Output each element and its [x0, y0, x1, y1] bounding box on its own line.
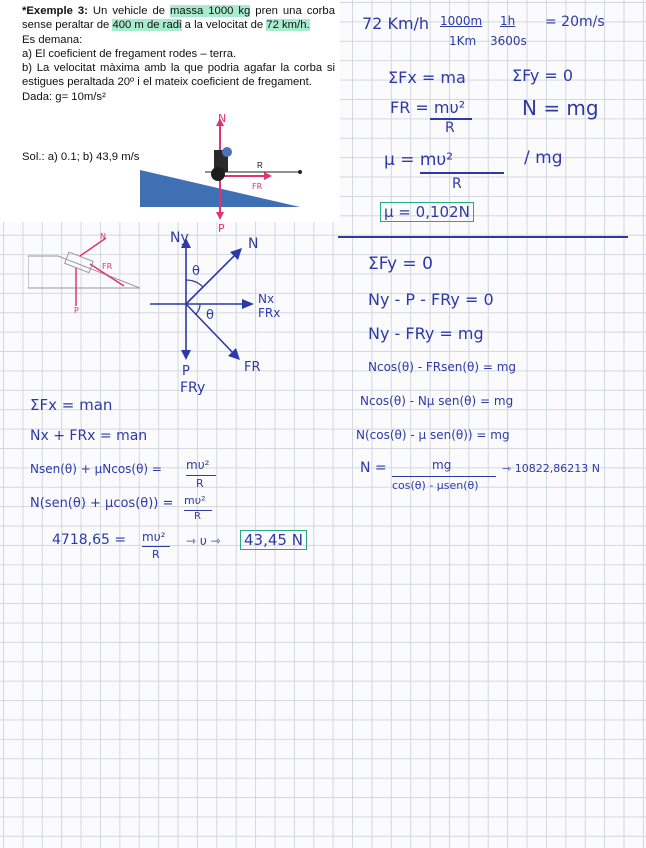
problem-text-b: pren una corba sense peraltar de [22, 5, 335, 32]
left-line-5-den: R [152, 548, 160, 561]
mu-fraction-bar [420, 172, 504, 174]
fbd-label-fry: FRy [180, 380, 206, 396]
problem-solution: Sol.: a) 0.1; b) 43,9 m/s [22, 151, 140, 163]
problem-card [0, 0, 340, 235]
right-line-5: Ncos(θ) - Nμ sen(θ) = mg [360, 394, 514, 408]
right-line-7: N = [360, 460, 387, 476]
problem-title: *Exemple 3: [22, 5, 88, 17]
conv-num1: 1000m [440, 14, 483, 28]
incline-figure [140, 112, 340, 222]
left-line-4-num: mυ² [184, 494, 206, 507]
small-incline-sketch [28, 236, 140, 316]
left-line-4-den: R [194, 511, 201, 522]
right-line-4: Ncos(θ) - FRsen(θ) = mg [368, 360, 517, 374]
fbd-theta-1: θ [192, 264, 200, 279]
problem-item-b: b) La velocitat màxima amb la que podria agafar la corba si estigues peraltada 20º i el mateix coeficient de fregament. [22, 62, 335, 89]
left-line-5-bar [142, 546, 170, 547]
driver-head [222, 147, 232, 157]
mass-highlight: massa 1000 kg [170, 5, 251, 17]
mu-eq-div: / mg [524, 148, 563, 168]
wheel [211, 167, 225, 181]
mu-eq-den: R [452, 176, 462, 192]
fbd-label-frx: FRx [258, 306, 281, 320]
problem-item-a: a) El coeficient de fregament rodes – terra. [22, 47, 237, 60]
problem-text [22, 4, 335, 104]
fr-eq-num: FR = mυ² [390, 98, 466, 117]
conv-result: = 20m/s [545, 14, 605, 30]
fr-eq-den: R [445, 120, 455, 136]
left-line-1: ΣFx = man [30, 396, 113, 414]
right-line-7-den: cos(θ) - μsen(θ) [392, 479, 479, 492]
sum-fx: ΣFx = ma [388, 68, 466, 87]
left-line-4: N(sen(θ) + μcos(θ)) = [30, 496, 174, 511]
fig-label-fr: FR [252, 182, 263, 191]
fig-label-p: P [218, 222, 225, 235]
right-line-3: Ny - FRy = mg [368, 324, 484, 343]
left-line-5: 4718,65 = [52, 532, 127, 548]
right-line-7-bar [392, 476, 496, 477]
left-line-3: Nsen(θ) + μNcos(θ) = [30, 462, 162, 476]
sketch-label-fr: FR [102, 262, 113, 271]
fig-label-r: R [257, 161, 263, 170]
fbd-label-p: P [182, 364, 190, 379]
fbd-label-n: N [248, 236, 259, 252]
left-line-3-den: R [196, 477, 204, 490]
problem-text-c: a la velocitat de [181, 19, 267, 32]
fbd-theta-2: θ [206, 308, 214, 323]
problem-ask: Es demana: [22, 33, 83, 46]
mu-result-box: μ = 0,102N [380, 202, 474, 222]
conv-den2: 3600s [490, 34, 527, 48]
right-line-6: N(cos(θ) - μ sen(θ)) = mg [356, 428, 510, 442]
problem-text-a: Un vehicle de [92, 5, 171, 17]
sketch-label-p: P [74, 306, 79, 315]
speed-highlight: 72 km/h. [266, 19, 310, 32]
left-line-5-num: mυ² [142, 530, 166, 544]
right-line-7-num: mg [432, 458, 452, 472]
fig-label-n: N [218, 112, 227, 125]
conv-left: 72 Km/h [362, 14, 430, 33]
left-line-3-bar [186, 475, 216, 476]
radius-highlight: 400 m de radi [112, 19, 182, 32]
conv-num2: 1h [500, 14, 516, 28]
mu-eq-num: μ = mυ² [384, 150, 454, 170]
left-line-5-arrow: ⇾ υ ⇾ [186, 534, 221, 548]
sum-fy: ΣFy = 0 [512, 66, 574, 85]
left-line-2: Nx + FRx = man [30, 428, 148, 444]
fbd-label-ny: Ny [170, 230, 189, 246]
right-line-2: Ny - P - FRy = 0 [368, 290, 494, 309]
velocity-result-box: 43,45 N [240, 530, 307, 550]
problem-given: Dada: g= 10m/s² [22, 90, 106, 103]
section-divider [338, 236, 628, 238]
fbd-label-nx: Nx [258, 292, 275, 306]
left-line-3-num: mυ² [186, 458, 210, 472]
right-line-1: ΣFy = 0 [368, 254, 433, 274]
sketch-label-n: N [100, 232, 106, 241]
normal-force-result: ⇾ 10822,86213 N [502, 462, 600, 475]
fbd-label-fr: FR [244, 360, 261, 375]
n-eq: N = mg [522, 96, 599, 120]
conv-den1: 1Km [449, 34, 477, 48]
problem-paragraph [22, 4, 335, 33]
